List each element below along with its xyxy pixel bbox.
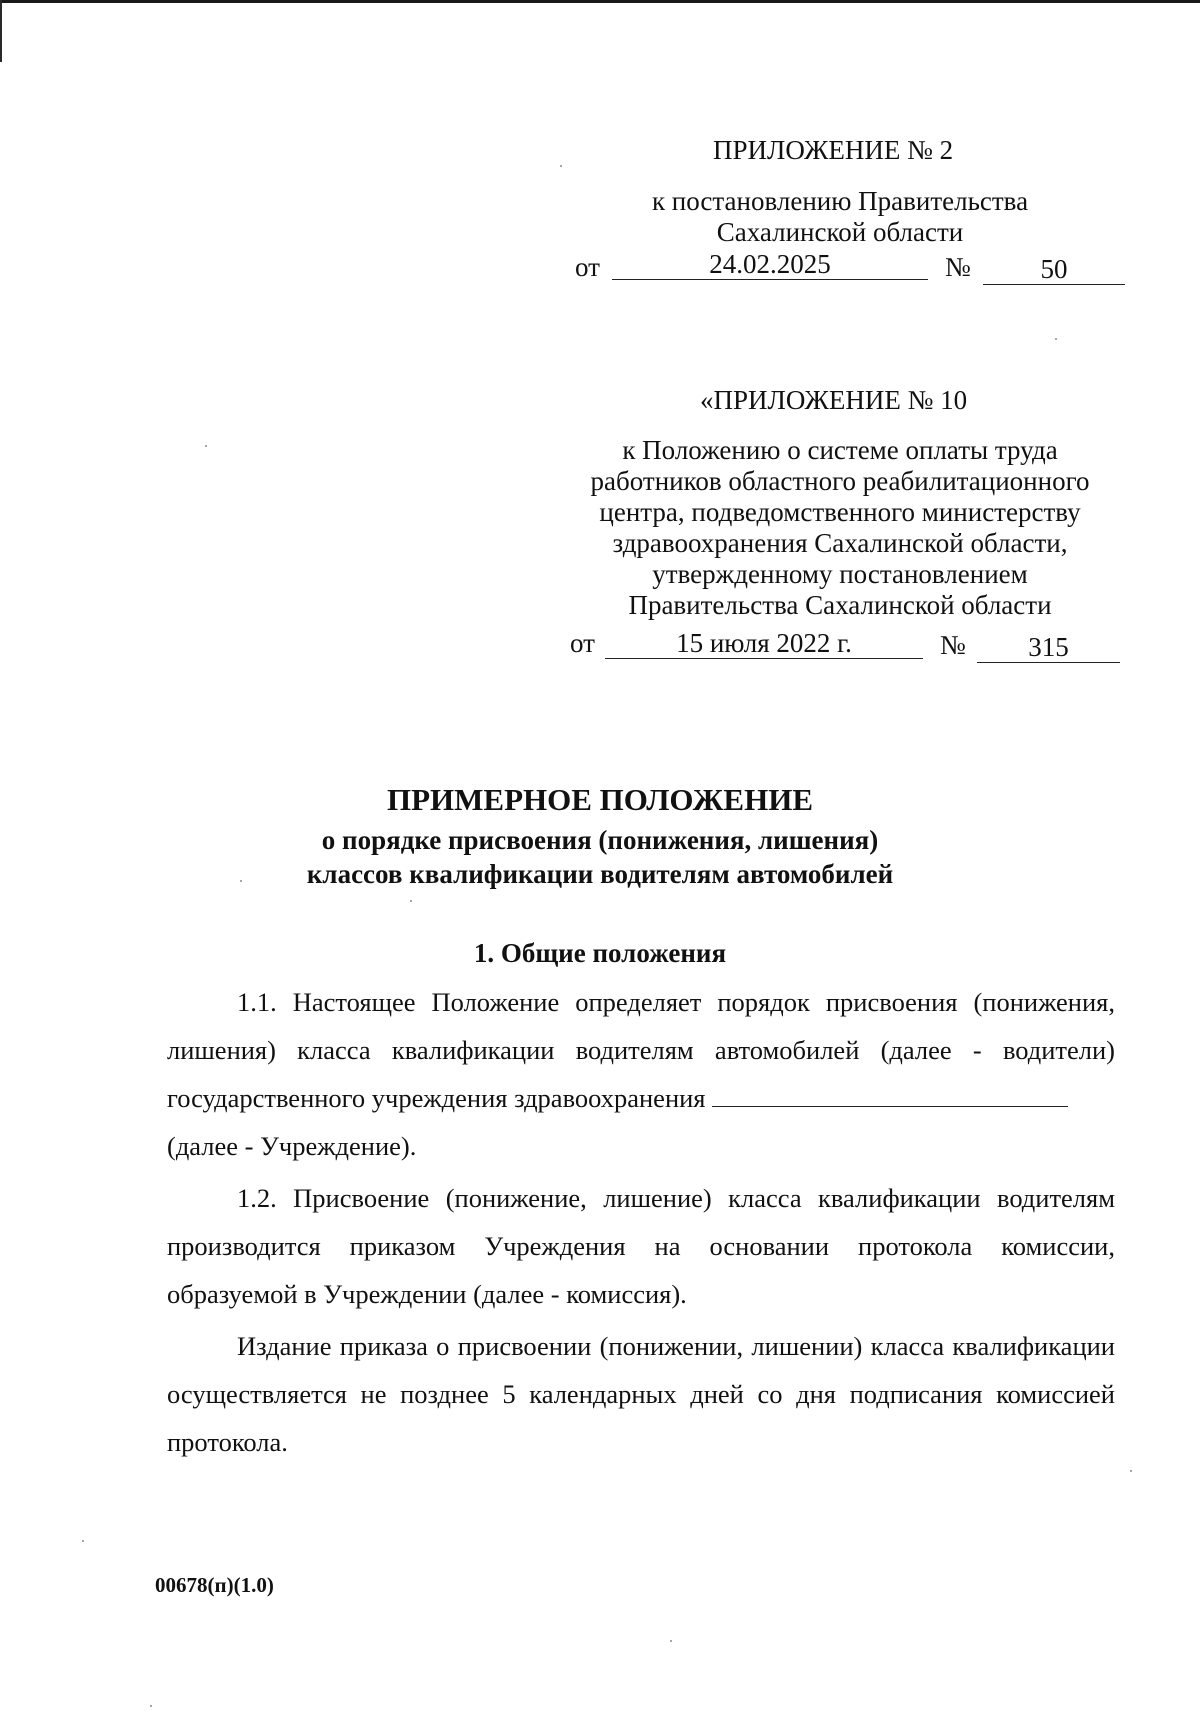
paragraph-1-2: 1.2. Присвоение (понижение, лишение) класса квалификации водителям производится приказом Учреждения на основании протокола комиссии, образуемой в Учреждении (далее - комиссия). <box>167 1183 1115 1309</box>
appendix10-line: здравоохранения Сахалинской области, <box>612 528 1068 558</box>
scan-speck <box>1055 338 1057 340</box>
appendix10-from-label: от <box>570 628 595 658</box>
appendix2-date-field: 24.02.2025 <box>612 249 928 280</box>
scan-speck <box>410 900 412 902</box>
appendix10-line: утвержденному постановлением <box>652 559 1028 589</box>
appendix10-number-field: 315 <box>977 632 1120 663</box>
scan-speck <box>560 165 562 167</box>
section-body <box>167 978 1115 1466</box>
appendix2-number-label: № <box>945 252 971 282</box>
appendix2-line1: к постановлению Правительства <box>651 186 1029 216</box>
appendix10-title: «ПРИЛОЖЕНИЕ № 10 <box>700 385 968 415</box>
paragraph-1-1 <box>167 978 1115 1170</box>
appendix10-line: центра, подведомственного министерству <box>599 497 1081 527</box>
appendix10-line: работников областного реабилитационного <box>590 466 1090 496</box>
appendix10-reference <box>560 435 1120 621</box>
document-title: ПРИМЕРНОЕ ПОЛОЖЕНИЕ <box>386 782 814 817</box>
section-heading: 1. Общие положения <box>473 938 727 968</box>
institution-name-blank <box>712 1082 1068 1107</box>
appendix2-from-label: от <box>575 252 600 282</box>
document-subtitle-line1: о порядке присвоения (понижения, лишения) <box>321 825 879 855</box>
paragraph-1-1-end: (далее - Учреждение). <box>167 1131 417 1161</box>
document-code: 00678(п)(1.0) <box>155 1573 274 1597</box>
appendix10-line: Правительства Сахалинской области <box>628 590 1052 620</box>
scan-speck <box>1130 1470 1132 1472</box>
scan-speck <box>205 445 207 447</box>
document-subtitle-line2: классов квалификации водителям автомобилей <box>306 859 894 889</box>
appendix10-number-label: № <box>940 630 966 660</box>
scan-speck <box>670 1640 672 1642</box>
appendix2-reference <box>620 186 1060 248</box>
appendix2-line2: Сахалинской области <box>716 217 964 247</box>
appendix10-date-field: 15 июля 2022 г. <box>605 628 923 659</box>
appendix2-number-field: 50 <box>983 254 1125 285</box>
paragraph-1-1-text: 1.1. Настоящее Положение определяет порядок присвоения (понижения, лишения) класса квалификации водителям автомобилей (далее - водители) государственного учреждения здравоохранения <box>167 987 1115 1113</box>
scan-speck <box>240 880 242 882</box>
scan-speck <box>82 1540 84 1542</box>
appendix2-title: ПРИЛОЖЕНИЕ № 2 <box>713 135 954 165</box>
appendix10-line: к Положению о системе оплаты труда <box>622 435 1058 465</box>
scan-speck <box>150 1705 152 1707</box>
paragraph-order-issue: Издание приказа о присвоении (понижении, лишении) класса квалификации осуществляется не позднее 5 календарных дней со дня подписания комиссией протокола. <box>167 1331 1115 1457</box>
